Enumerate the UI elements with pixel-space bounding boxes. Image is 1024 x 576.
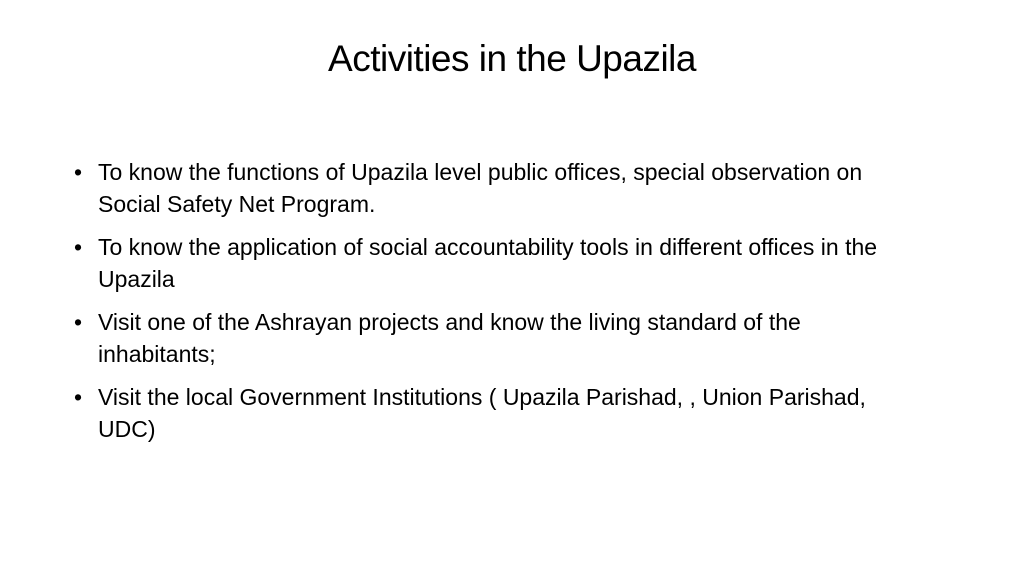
bullet-icon: • [74,309,83,335]
list-item [74,156,924,220]
bullet-icon: • [74,384,83,410]
list-item [74,306,924,370]
bullet-text: Visit the local Government Institutions ( Upazila Parishad, , Union Parishad, UDC) [98,384,866,442]
list-item [74,381,924,445]
bullet-icon: • [74,159,83,185]
list-item [74,231,924,295]
bullet-text: To know the application of social accountability tools in different offices in the Upazila [98,234,878,292]
bullet-text: To know the functions of Upazila level public offices, special observation on Social Safety Net Program. [98,159,863,217]
bullet-icon: • [74,234,83,260]
bullet-text: Visit one of the Ashrayan projects and know the living standard of the inhabitants; [98,309,801,367]
bullet-list [74,156,924,456]
slide-title: Activities in the Upazila [328,38,696,79]
